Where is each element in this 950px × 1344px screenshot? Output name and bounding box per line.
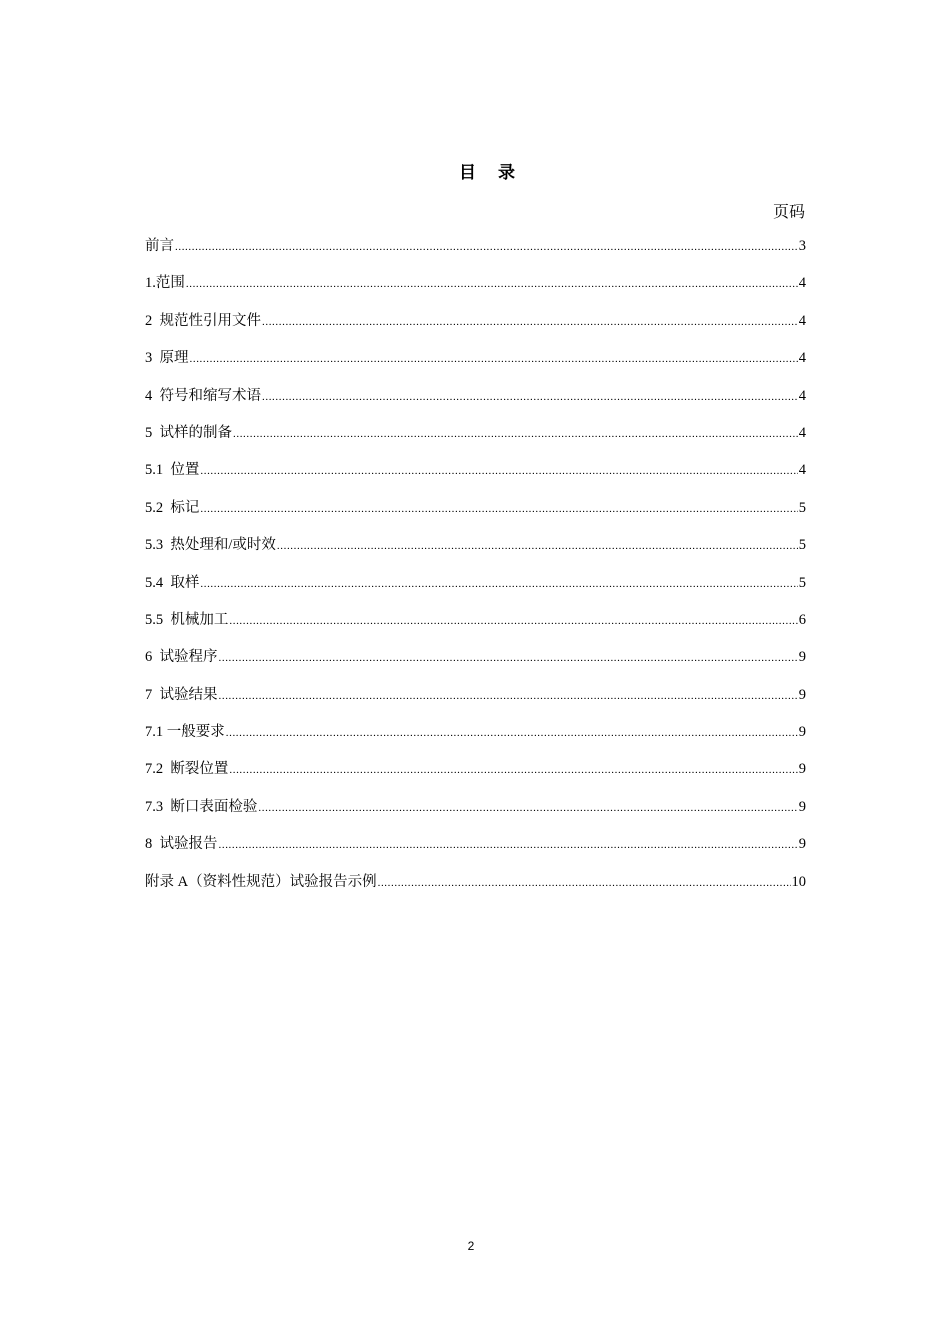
toc-entry-page: 4 [798,350,806,367]
toc-entry-label: 前言 [145,238,174,254]
toc-entry-page: 5 [798,574,806,591]
toc-entry-page: 5 [798,499,806,516]
toc-entry-page: 10 [791,873,806,890]
toc-entry[interactable] [145,647,806,684]
toc-entry-page: 4 [798,275,806,292]
toc-entry-label: 5 试样的制备 [145,424,232,441]
toc-entry-label: 7.1 一般要求 [145,724,225,741]
toc-leader-dots [233,424,798,444]
toc-leader-dots [226,723,798,743]
table-of-contents [145,236,806,909]
toc-entry[interactable] [145,386,806,423]
toc-entry[interactable] [145,311,806,348]
page-number: 2 [467,1239,475,1253]
toc-entry[interactable] [145,236,806,273]
toc-leader-dots [200,499,797,519]
toc-entry-label: 4 符号和缩写术语 [145,387,261,404]
page-column-label: 页码 [772,204,805,221]
toc-entry-page: 5 [798,537,806,554]
toc-entry-page: 9 [798,686,806,703]
toc-entry[interactable] [145,460,806,497]
toc-entry-page: 4 [798,462,806,479]
toc-leader-dots [229,611,797,631]
toc-entry-label: 附录 A（资料性规范）试验报告示例 [145,873,377,890]
toc-entry-page: 9 [798,724,806,741]
toc-entry-page: 4 [798,312,806,329]
toc-entry-label: 5.3 热处理和/或时效 [145,537,276,554]
toc-entry-label: 2 规范性引用文件 [145,312,261,329]
toc-entry-page: 6 [798,611,806,628]
toc-entry-label: 5.1 位置 [145,462,200,479]
toc-leader-dots [262,312,798,332]
toc-entry-label: 7 试验结果 [145,686,218,703]
toc-leader-dots [219,835,798,855]
toc-leader-dots [378,873,791,893]
toc-entry[interactable] [145,722,806,759]
toc-leader-dots [175,237,798,257]
toc-entry-label: 5.5 机械加工 [145,611,229,628]
toc-entry[interactable] [145,872,806,909]
toc-leader-dots [229,760,797,780]
toc-entry-label: 8 试验报告 [145,836,218,853]
toc-entry-page: 9 [798,836,806,853]
toc-leader-dots [200,574,797,594]
toc-entry[interactable] [145,535,806,572]
toc-entry[interactable] [145,797,806,834]
toc-entry-label: 6 试验程序 [145,649,218,666]
toc-leader-dots [262,387,798,407]
toc-entry[interactable] [145,834,806,871]
toc-entry-page: 3 [798,238,806,254]
page-title: 目 录 [459,163,523,183]
toc-entry[interactable] [145,610,806,647]
toc-entry-label: 3 原理 [145,350,189,367]
toc-entry-label: 5.2 标记 [145,499,200,516]
toc-entry[interactable] [145,759,806,796]
toc-entry-page: 9 [798,649,806,666]
toc-entry-page: 4 [798,424,806,441]
toc-entry[interactable] [145,273,806,310]
toc-leader-dots [219,686,798,706]
toc-entry-page: 4 [798,387,806,404]
toc-entry[interactable] [145,573,806,610]
toc-leader-dots [190,349,798,369]
toc-entry-page: 9 [798,761,806,778]
toc-entry[interactable] [145,423,806,460]
toc-entry-label: 7.3 断口表面检验 [145,798,258,815]
toc-leader-dots [219,648,798,668]
toc-entry-label: 1.范围 [145,275,185,292]
toc-leader-dots [277,536,798,556]
toc-entry-page: 9 [798,798,806,815]
toc-leader-dots [186,274,798,294]
toc-entry[interactable] [145,685,806,722]
toc-leader-dots [258,798,797,818]
toc-entry-label: 7.2 断裂位置 [145,761,229,778]
toc-leader-dots [200,461,797,481]
toc-entry-label: 5.4 取样 [145,574,200,591]
toc-entry[interactable] [145,498,806,535]
toc-entry[interactable] [145,348,806,385]
